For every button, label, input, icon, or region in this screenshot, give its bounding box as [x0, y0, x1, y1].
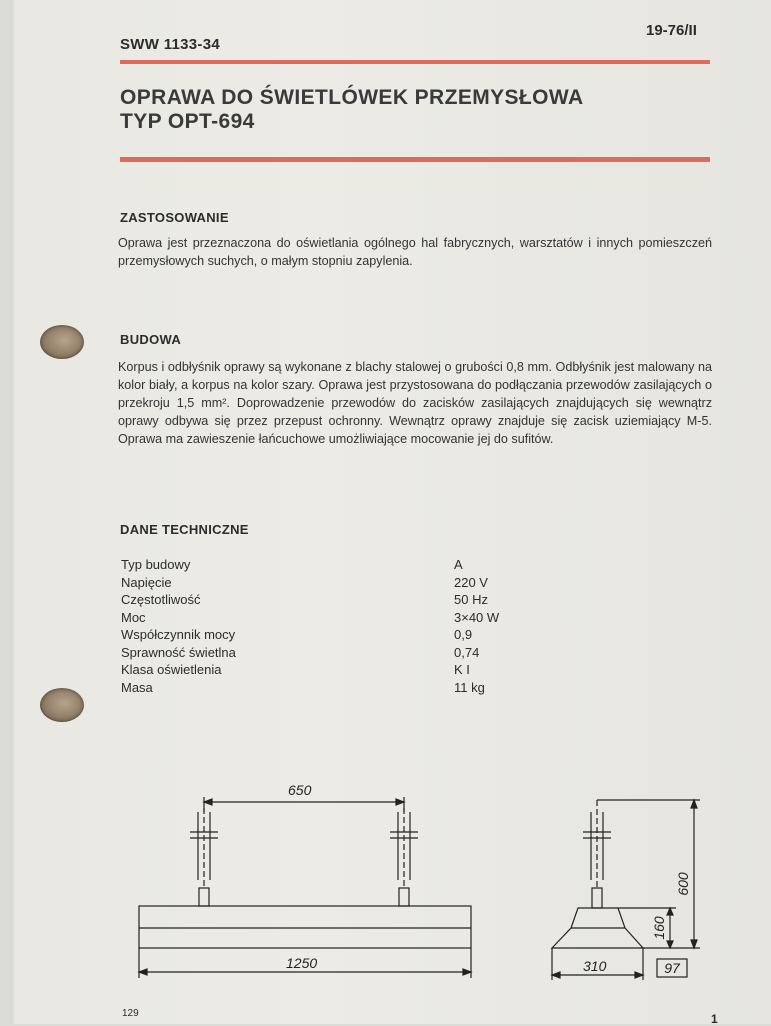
tech-value: 0,9 — [454, 627, 473, 642]
section-text: Oprawa jest przeznaczona do oświetlania ogólnego hal fabrycznych, warsztatów i innych pomieszczeń przemysłowych suchych, o małym stopniu zapylenia. — [118, 236, 712, 268]
tech-value: 220 V — [454, 574, 488, 590]
title-line: TYP OPT-694 — [120, 110, 255, 133]
tech-label: Sprawność świetlna — [121, 644, 236, 660]
title-line: OPRAWA DO ŚWIETLÓWEK PRZEMYSŁOWA — [120, 86, 584, 109]
figure-number: 97 — [664, 960, 680, 976]
fixture-body-front — [139, 906, 471, 948]
page-number: 1 — [711, 1012, 718, 1026]
tech-value: A — [454, 557, 463, 572]
dimension-label: 600 — [675, 872, 691, 896]
section-heading: DANE TECHNICZNE — [120, 522, 249, 537]
tech-value: 50 Hz — [454, 592, 488, 607]
tech-label: Częstotliwość — [121, 592, 201, 607]
tech-label: Typ budowy — [121, 557, 191, 572]
section-text: Korpus i odbłyśnik oprawy są wykonane z blachy stalowej o grubości 0,8 mm. Odbłyśnik jest malowany na kolor biały, a korpus na kolor szary. Oprawa jest przystosowana do podłączania przewodów zasilających o przekroju 1,5 mm². Doprowadzenie przewodów do zacisków zasilających znajdujących się wewnątrz oprawy odbywa się przez przepust ochronny. Wewnątrz oprawy znajduje się zacisk uziemiający M-5. Oprawa ma zawieszenie łańcuchowe umożliwiające mocowanie jej do sufitów. — [118, 360, 712, 446]
tech-label: Masa — [121, 679, 153, 695]
tech-value: K I — [454, 662, 470, 677]
tech-label: Napięcie — [121, 574, 172, 590]
hanger-left — [190, 808, 218, 906]
tech-label: Klasa oświetlenia — [121, 662, 222, 677]
tech-label: Moc — [121, 609, 146, 625]
fixture-side-view — [552, 800, 643, 948]
dimension-label: 1250 — [286, 955, 318, 971]
footer-number: 129 — [122, 1008, 139, 1019]
tech-value: 0,74 — [454, 644, 480, 660]
document-ref: 19-76/II — [646, 22, 697, 39]
dimension-label: 160 — [651, 916, 667, 940]
section-heading: ZASTOSOWANIE — [120, 210, 229, 225]
dimension-spacing — [204, 797, 404, 812]
tech-value: 3×40 W — [454, 609, 500, 625]
tech-label: Współczynnik mocy — [121, 627, 236, 642]
document-code: SWW 1133-34 — [120, 36, 221, 53]
dimension-body-height — [618, 908, 676, 948]
dimension-label: 310 — [583, 958, 607, 974]
tech-value: 11 kg — [454, 679, 485, 695]
hanger-right — [390, 808, 418, 906]
dimension-label: 650 — [288, 782, 312, 798]
section-heading: BUDOWA — [120, 332, 182, 347]
